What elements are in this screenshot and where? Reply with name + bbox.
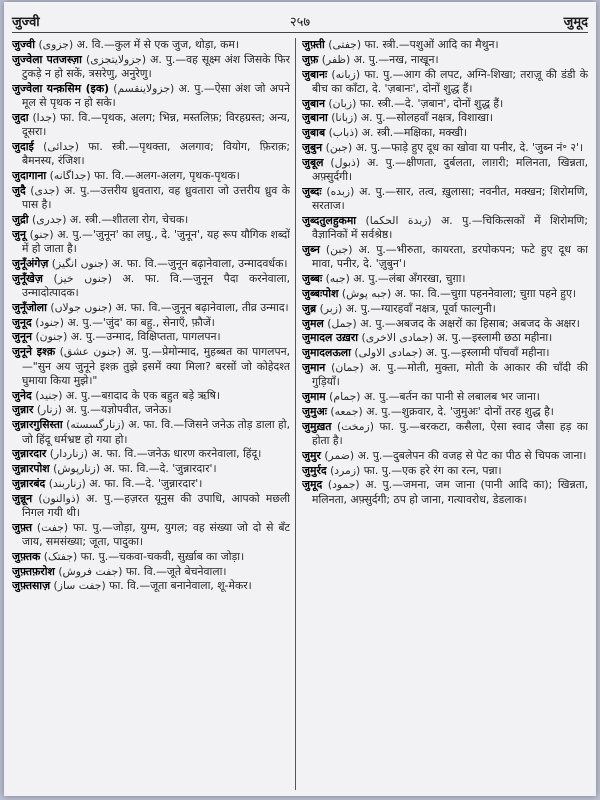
entry-definition: फा. वि.—अलग-अलग, पृथक-पृथक। bbox=[94, 169, 240, 183]
entry-headword: जुदागाना bbox=[12, 169, 47, 183]
entry-urdu-script: (جفتک) bbox=[43, 549, 78, 563]
entry-headword: जुमुर bbox=[302, 448, 321, 462]
entry-definition: अ. पु.—फाड़े हुए दूध का खोवा या पनीर, दे. 'जुब्न नं॰ २'। bbox=[355, 141, 584, 155]
dictionary-entry bbox=[12, 38, 290, 52]
entry-urdu-script: (ضمر) bbox=[324, 448, 355, 462]
entry-definition: अ. पु.—अबजद के अक्षरों का हिसाब; अबजद के अक्षर। bbox=[360, 316, 580, 330]
entry-headword: जुमुर्रद bbox=[302, 463, 327, 477]
entry-definition: अ. फा. वि.—जुनून पैदा करनेवाला, उन्मादोत्पादक। bbox=[22, 271, 290, 300]
entry-headword: जुमान bbox=[302, 361, 326, 375]
entry-definition: अ. वि.—कुल में से एक जुज, थोड़ा, कम। bbox=[76, 38, 239, 51]
dictionary-entry bbox=[12, 272, 290, 301]
column-divider bbox=[295, 38, 296, 790]
entry-definition: अ. पु.—उन्माद, विक्षिप्तता, पागलपन। bbox=[70, 330, 221, 344]
dictionary-entry bbox=[12, 184, 290, 213]
entry-headword: जुबानः bbox=[302, 67, 328, 81]
entry-headword: जुनू bbox=[12, 227, 27, 241]
entry-headword: जुन्नारगुसिस्ता bbox=[12, 418, 63, 432]
entry-urdu-script: (جنید) bbox=[35, 388, 63, 402]
entry-urdu-script: (جدی) bbox=[30, 183, 60, 197]
entry-urdu-script: (جمل) bbox=[327, 316, 357, 330]
entry-headword: जुनूँखेज़ bbox=[12, 271, 43, 285]
entry-urdu-script: (جبه) bbox=[325, 272, 350, 286]
entry-urdu-script: (زبانه) bbox=[331, 67, 361, 81]
entry-urdu-script: (زبر) bbox=[319, 301, 343, 315]
page-number: २५७ bbox=[289, 15, 311, 30]
entry-headword: जुमादल उख़रा bbox=[302, 331, 359, 345]
entry-urdu-script: (جفتی) bbox=[328, 38, 362, 51]
entry-definition: अ. पु.—इस्लामी पाँचवाँ महीना। bbox=[425, 346, 550, 360]
dictionary-entry bbox=[12, 316, 290, 330]
entry-headword: जुदा bbox=[12, 110, 29, 124]
entry-urdu-script: (جفت ساز) bbox=[53, 579, 106, 593]
entry-headword: जुबाना bbox=[302, 111, 328, 125]
entry-definition: अ. पु.—दुबलेपन की वजह से पेट का पीठ से चिपक जाना। bbox=[357, 448, 587, 462]
entry-headword: जुन्नारपोश bbox=[12, 462, 50, 476]
entry-urdu-script: (ذباب) bbox=[328, 126, 359, 140]
entry-urdu-script: (جمان) bbox=[331, 361, 364, 375]
entry-urdu-script: (جدا) bbox=[32, 110, 57, 124]
dictionary-entry bbox=[302, 38, 588, 52]
dictionary-entry bbox=[12, 53, 290, 82]
entry-definition: अ. पु.—क्षीणता, दुर्बलता, लाग़री; मलिनता, खिन्नता, अफ़्सुर्दगी। bbox=[312, 155, 588, 184]
entry-definition: अ. पु.—'जुनून' का लघु., दे. 'जुनून', यह रूप यौगिक शब्दों में हो जाता है। bbox=[22, 227, 290, 256]
entry-definition: अ. पु.—सोलहवाँ नक्षत्र, विशाखा। bbox=[360, 111, 493, 125]
entry-definition: फा. स्त्री.—दे. 'ज़बान', दोनों शुद्ध हैं। bbox=[359, 96, 504, 110]
dictionary-entry bbox=[12, 492, 290, 521]
entry-urdu-script: (زناربند) bbox=[48, 476, 86, 490]
dictionary-entry bbox=[302, 53, 588, 67]
left-column bbox=[12, 38, 290, 790]
entry-urdu-script: (زنارپوش) bbox=[53, 462, 101, 476]
entry-urdu-script: (جزولاينقسم) bbox=[113, 81, 175, 95]
entry-definition: अ. पु.—ऐसा अंश जो अपने मूल से पृथक न हो सके। bbox=[22, 81, 290, 110]
entry-headword: जुनेद bbox=[12, 388, 32, 402]
dictionary-entry bbox=[12, 550, 290, 564]
dictionary-entry bbox=[302, 68, 588, 97]
entry-urdu-script: (زبانا) bbox=[331, 111, 358, 125]
entry-urdu-script: (جبن) bbox=[325, 243, 353, 257]
entry-headword: जुब्बः bbox=[302, 272, 323, 286]
entry-definition: अ. फा. वि.—चुग़ा पहननेवाला; चुग़ा पहने हुए। bbox=[394, 287, 577, 301]
dictionary-entry bbox=[302, 97, 588, 111]
entry-headword: जुफ़्त bbox=[12, 520, 32, 534]
entry-headword: जुद्री bbox=[12, 213, 29, 227]
entry-definition: फा. स्त्री.—पृथक्ता, अलगाव; वियोग, फ़िराक़; बैमनस्य, रंजिश। bbox=[22, 140, 290, 168]
entry-urdu-script: (جنوں انگیز) bbox=[51, 256, 109, 270]
entry-headword: जुफ़ bbox=[302, 52, 319, 66]
entry-headword: जुनूद bbox=[12, 315, 32, 329]
entry-definition: अ. पु.—प्रेमोन्माद, मुहब्बत का पागलपन,—"सुन अय जुनूने इश्क़ तुझे इसमें क्या मिला? बरसों जो कोहेदश्त घुमाया किया मुझे।" bbox=[22, 345, 290, 387]
entry-definition: अ. स्त्री.—मक्षिका, मक्खी। bbox=[361, 126, 467, 140]
entry-urdu-script: (جمادی الاخری) bbox=[361, 331, 434, 345]
entry-headword: जुन्नारबंद bbox=[12, 476, 46, 490]
dictionary-entry bbox=[302, 346, 588, 360]
entry-headword: जुब्र bbox=[302, 301, 317, 315]
entry-definition: फा. वि.—जूते बेचनेवाला। bbox=[125, 564, 227, 578]
entry-urdu-script: (جزولايتجزى) bbox=[85, 52, 147, 66]
dictionary-entry bbox=[302, 126, 588, 140]
right-column bbox=[302, 38, 588, 790]
dictionary-entry bbox=[12, 111, 290, 140]
entry-urdu-script: (جفت) bbox=[36, 520, 69, 534]
entry-headword: जुज्वेला यन्क़सिम (इक) bbox=[12, 81, 110, 95]
dictionary-entry bbox=[12, 477, 290, 491]
entry-headword: जुदाई bbox=[12, 140, 34, 154]
entry-headword: जुफ़्तफ़रोश bbox=[12, 564, 55, 578]
entry-urdu-script: (جنو) bbox=[29, 227, 54, 241]
entry-definition: अ. पु.—भीरुता, कायरता, डरपोकपन; फटे हुए दूध का मावा, पनीर, दे. 'ज़ुबुन'। bbox=[312, 243, 588, 271]
entry-headword: जुफ़्तक bbox=[12, 549, 41, 563]
header-left-word: जुज्वी bbox=[12, 15, 40, 30]
entry-headword: जुमल bbox=[302, 316, 324, 330]
dictionary-entry bbox=[12, 447, 290, 461]
entry-definition: अ. पु.—बर्तन का पानी से लबालब भर जाना। bbox=[363, 390, 540, 404]
entry-urdu-script: (زناردار) bbox=[49, 447, 88, 461]
dictionary-entry bbox=[302, 390, 588, 404]
dictionary-entry bbox=[302, 317, 588, 331]
entry-headword: जुब्न bbox=[302, 243, 320, 257]
dictionary-entry bbox=[12, 462, 290, 476]
dictionary-page bbox=[4, 2, 596, 796]
entry-definition: अ. फा. वि.—दे. 'जुन्नारदार'। bbox=[103, 462, 217, 476]
entry-urdu-script: (جفت فروش) bbox=[58, 564, 123, 578]
entry-definition: फा. पु.—चकवा-चकवी, सुर्ख़ाब का जोड़ा। bbox=[80, 549, 245, 563]
dictionary-entry bbox=[302, 302, 588, 316]
header-rule bbox=[12, 32, 588, 33]
entry-definition: अ. पु.—लंबा अँगरखा, चुग़ा। bbox=[353, 272, 466, 286]
entry-headword: जुब्दतुलहुकमा bbox=[302, 214, 357, 228]
entry-headword: जुफ़्ती bbox=[302, 38, 325, 51]
dictionary-entry bbox=[12, 228, 290, 257]
entry-headword: जुबान bbox=[302, 96, 325, 110]
entry-urdu-script: (جداگانه) bbox=[49, 169, 91, 183]
dictionary-entry bbox=[302, 478, 588, 507]
entry-definition: फा. पु.—जोड़ा, युग्म, युगल; वह संख्या जो दो से बँट जाय, समसंख्या; जूता, पादुका। bbox=[22, 520, 290, 549]
entry-definition: अ. पु.—सार, तत्व, ख़ुलासा; नवनीत, मक्खन; शिरोमणि, सरताज। bbox=[312, 184, 588, 213]
dictionary-entry bbox=[12, 418, 290, 447]
entry-definition: अ. फा. वि.—जिसने जनेऊ तोड़ डाला हो, जो हिंदू धर्मभ्रष्ट हो गया हो। bbox=[22, 418, 290, 446]
entry-headword: जुब्दः bbox=[302, 184, 322, 198]
entry-definition: फा. वि.—जूता बनानेवाला, शू-मेकर। bbox=[109, 579, 252, 593]
entry-urdu-script: (جمادی الاولی) bbox=[354, 346, 423, 360]
dictionary-entry bbox=[302, 405, 588, 419]
entry-definition: फा. स्त्री.—पशुओं आदि का मैथुन। bbox=[364, 38, 499, 51]
entry-definition: अ. पु.—हज़रत यूनुस की उपाधि, आपको मछली निगल गयी थी। bbox=[22, 491, 290, 519]
entry-headword: जुमादलऊला bbox=[302, 346, 351, 360]
dictionary-entry bbox=[12, 330, 290, 344]
dictionary-entry bbox=[302, 361, 588, 390]
entry-definition: अ. पु.—नख, नाखून। bbox=[353, 52, 439, 66]
entry-headword: जुज्वी bbox=[12, 38, 35, 51]
entry-definition: अ. पु.—चिकित्सकों में शिरोमणि; वैज्ञानिकों में सर्वश्रेष्ठ। bbox=[312, 214, 588, 242]
dictionary-entry bbox=[302, 243, 588, 272]
entry-headword: जुनूँजोला bbox=[12, 300, 47, 314]
entry-headword: जुमूद bbox=[302, 478, 323, 492]
entry-definition: अ. पु.—बग़दाद के एक बहुत बड़े ऋषि। bbox=[65, 388, 220, 402]
header-right-word: जुमूद bbox=[563, 15, 588, 30]
dictionary-entry bbox=[12, 345, 290, 388]
entry-definition: अ. फा. वि.—जुनून बढ़ानेवाला, उन्मादवर्धक। bbox=[111, 256, 288, 270]
dictionary-entry bbox=[302, 449, 588, 463]
entry-headword: जुन्नारदार bbox=[12, 447, 47, 461]
entry-urdu-script: (جدری) bbox=[31, 213, 67, 227]
entry-definition: अ. पु.—उत्तरीय ध्रुवतारा, वह ध्रुवतारा जो उत्तरीय ध्रुव के पास है। bbox=[22, 183, 290, 212]
entry-urdu-script: (جدائی) bbox=[43, 140, 79, 154]
entry-headword: जुबूल bbox=[302, 155, 324, 169]
entry-definition: अ. फा. वि.—जुनून बढ़ानेवाला, तीव्र उन्माद। bbox=[115, 300, 289, 314]
entry-urdu-script: (جنوں خیز) bbox=[53, 271, 112, 285]
dictionary-entry bbox=[12, 213, 290, 227]
dictionary-entry bbox=[12, 140, 290, 169]
dictionary-entry bbox=[12, 257, 290, 271]
entry-definition: अ. स्त्री.—शीतला रोग, चेचक। bbox=[69, 213, 189, 227]
dictionary-entry bbox=[302, 214, 588, 243]
entry-urdu-script: (ذوالنون) bbox=[38, 491, 80, 505]
entry-definition: अ. पु.—मोती, मुक्ता, मोती के आकार की चाँदी की गुड़ियाँ। bbox=[312, 361, 588, 389]
entry-urdu-script: (جمود) bbox=[327, 478, 360, 492]
entry-urdu-script: (زبدة الحكما) bbox=[365, 214, 432, 228]
dictionary-entry bbox=[302, 331, 588, 345]
dictionary-entry bbox=[12, 389, 290, 403]
entry-urdu-script: (زبده) bbox=[326, 184, 355, 198]
entry-urdu-script: (زمرد) bbox=[330, 463, 361, 477]
dictionary-entry bbox=[12, 82, 290, 111]
entry-headword: जुन्नून bbox=[12, 491, 33, 505]
entry-definition: फा. पु.—बरकटा, कसैला, ऐसा स्वाद जैसा हड़ का होता है। bbox=[312, 419, 588, 448]
entry-headword: जुनूँअंगेज़ bbox=[12, 256, 49, 270]
entry-urdu-script: (جبن) bbox=[325, 141, 353, 155]
entry-definition: अ. पु.—शुक्रवार, दे. 'जुमुअः' दोनों तरह शुद्ध है। bbox=[366, 404, 554, 418]
entry-headword: जुबाब bbox=[302, 126, 326, 140]
entry-definition: फा. पु.—आग की लपट, अग्नि-शिखा; तराज़ू की डंडी के बीच का काँटा, दे. 'ज़बानः', दोनों शुद्ध हैं। bbox=[312, 67, 588, 95]
dictionary-entry bbox=[302, 156, 588, 185]
dictionary-entry bbox=[12, 579, 290, 593]
entry-definition: अ. पु.—यज्ञोपवीत, जनेऊ। bbox=[65, 403, 172, 417]
dictionary-entry bbox=[12, 565, 290, 579]
entry-urdu-script: (جنون عشق) bbox=[59, 345, 122, 359]
dictionary-entry bbox=[12, 403, 290, 417]
entry-definition: अ. पु.—वह सूक्ष्म अंश जिसके फिर टुकड़े न हो सकें, त्रसरेणु, अनुरेणु। bbox=[22, 52, 290, 81]
entry-definition: फा. पु.—एक हरे रंग का रत्न, पन्ना। bbox=[363, 463, 502, 477]
dictionary-entry bbox=[302, 272, 588, 286]
dictionary-entry bbox=[302, 420, 588, 449]
entry-definition: अ. पु.—'जुंद' का बहु., सेनाएँ, फ़ौजें। bbox=[67, 315, 215, 329]
dictionary-entry bbox=[12, 521, 290, 550]
entry-definition: अ. पु.—जमना, जम जाना (पानी आदि का); खिन्नता, मलिनता, अफ़्सुर्दगी; ठप हो जाना, गत्यावरोध, डेडलाक। bbox=[312, 478, 588, 506]
entry-headword: जुनून bbox=[12, 330, 32, 344]
entry-urdu-script: (جزوی) bbox=[38, 38, 74, 51]
entry-headword: जुदै bbox=[12, 183, 26, 197]
entry-headword: जुब्बःपोश bbox=[302, 287, 339, 301]
entry-urdu-script: (ذبول) bbox=[330, 155, 361, 169]
dictionary-entry bbox=[12, 301, 290, 315]
dictionary-entry bbox=[302, 141, 588, 155]
entry-urdu-script: (زنارگسسته) bbox=[66, 418, 125, 432]
entry-urdu-script: (جنوں جولاں) bbox=[50, 300, 113, 314]
entry-definition: अ. पु.—ग्यारहवाँ नक्षत्र, पूर्वा फाल्गुनी। bbox=[345, 301, 496, 315]
page-header bbox=[12, 8, 588, 32]
dictionary-entry bbox=[302, 111, 588, 125]
entry-urdu-script: (جنون) bbox=[35, 330, 68, 344]
entry-urdu-script: (جمعه) bbox=[330, 404, 363, 418]
dictionary-entry bbox=[302, 464, 588, 478]
entry-headword: जुफ़्तसाज़ bbox=[12, 579, 51, 593]
entry-headword: जुमुअः bbox=[302, 404, 327, 418]
entry-headword: जुनूने इश्क़ bbox=[12, 345, 56, 359]
dictionary-entry bbox=[302, 185, 588, 214]
entry-urdu-script: (زبان) bbox=[328, 96, 357, 110]
entry-definition: अ. पु.—इस्लामी छठा महीना। bbox=[436, 331, 553, 345]
entry-headword: जुबुन bbox=[302, 141, 323, 155]
entry-urdu-script: (جنود) bbox=[35, 315, 64, 329]
entry-urdu-script: (جبه پوش) bbox=[341, 287, 392, 301]
entry-urdu-script: (ظفر) bbox=[321, 52, 351, 66]
dictionary-entry bbox=[12, 169, 290, 183]
entry-headword: जुन्नार bbox=[12, 403, 34, 417]
entry-urdu-script: (زنار) bbox=[36, 403, 62, 417]
entry-definition: अ. फा. वि.—दे. 'जुन्नारदार'। bbox=[89, 476, 203, 490]
entry-headword: जुमाम bbox=[302, 390, 326, 404]
entry-definition: फा. वि.—पृथक, अलग; भिन्न, मस्तलिफ़; विरहग्रस्त; अन्य, दूसरा। bbox=[22, 110, 290, 139]
entry-urdu-script: (جمام) bbox=[329, 390, 361, 404]
entry-definition: अ. फा. वि.—जनेऊ धारण करनेवाला, हिंदू। bbox=[91, 447, 262, 461]
entry-urdu-script: (زمخت) bbox=[336, 419, 374, 433]
dictionary-entry bbox=[302, 287, 588, 301]
entry-headword: जुमुख़त bbox=[302, 419, 332, 433]
entry-headword: जुज्वेला पतजस्ज़ा bbox=[12, 52, 82, 66]
